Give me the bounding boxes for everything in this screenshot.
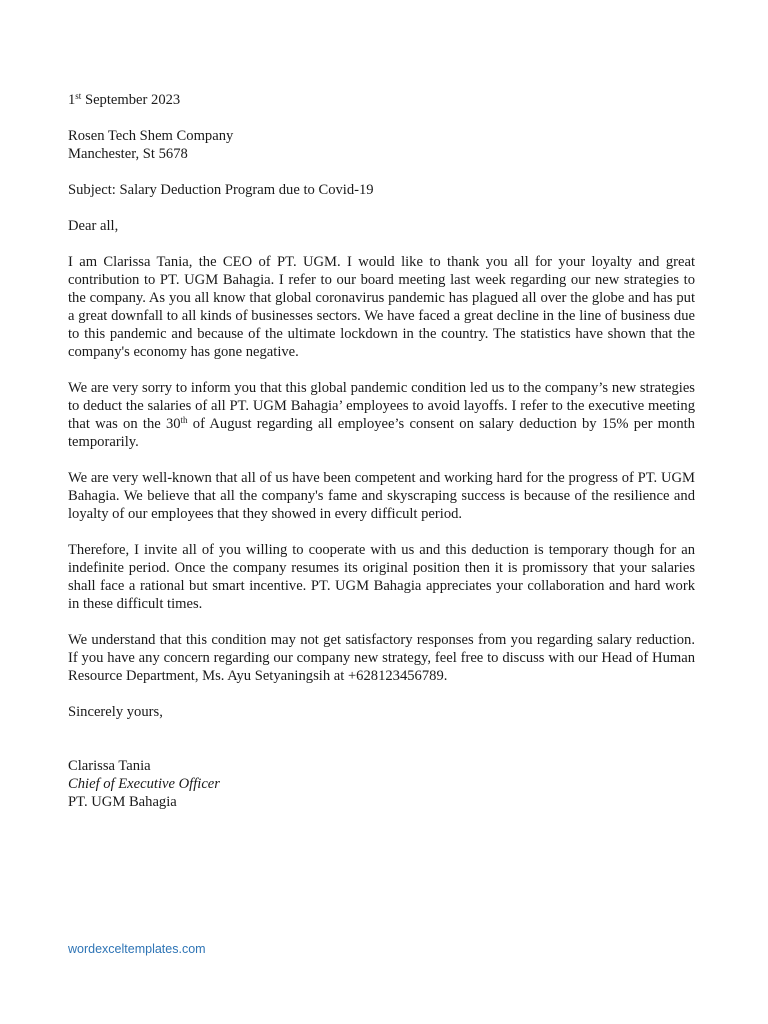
paragraph-deduction: We are very sorry to inform you that this global pandemic condition led us to the company’s new strategies to deduct the salaries of all PT. UGM Bahagia’ employees to avoid layoffs. I refer to the executive meeting that was on the 30th of August regarding all employee’s consent on salary deduction by 15% per month temporarily. — [68, 380, 695, 450]
signer-name: Clarissa Tania — [68, 758, 151, 774]
signature-block — [68, 757, 695, 811]
subject-line: Subject: Salary Deduction Program due to Covid-19 — [68, 182, 374, 198]
letter-body — [68, 91, 695, 829]
recipient-address: Manchester, St 5678 — [68, 146, 188, 162]
paragraph-appreciation: We are very well-known that all of us have been competent and working hard for the progress of PT. UGM Bahagia. We believe that all the company's fame and skyscraping success is because of the resilience and loyalty of our employees that they showed in every difficult period. — [68, 470, 695, 522]
signer-company: PT. UGM Bahagia — [68, 794, 177, 810]
closing: Sincerely yours, — [68, 704, 163, 720]
recipient-block — [68, 127, 695, 163]
letter-date: 1st September 2023 — [68, 91, 181, 108]
salutation: Dear all, — [68, 218, 119, 234]
signer-title: Chief of Executive Officer — [68, 776, 220, 792]
paragraph-cooperation: Therefore, I invite all of you willing to cooperate with us and this deduction is temporary though for an indefinite period. Once the company resumes its original position then it is promissory that your salaries shall face a rational but smart incentive. PT. UGM Bahagia appreciates your collaboration and hard work in these difficult times. — [68, 542, 695, 612]
recipient-company: Rosen Tech Shem Company — [68, 128, 234, 144]
paragraph-intro: I am Clarissa Tania, the CEO of PT. UGM. I would like to thank you all for your loyalty and great contribution to PT. UGM Bahagia. I refer to our board meeting last week regarding our new strategies to the company. As you all know that global coronavirus pandemic has plagued all over the globe and has put a great downfall to all kinds of businesses sectors. We have faced a great decline in the line of business due to this pandemic and because of the ultimate lockdown in the country. The statistics have shown that the company's economy has gone negative. — [68, 254, 695, 360]
footer-website-link[interactable]: wordexceltemplates.com — [68, 942, 206, 956]
paragraph-contact: We understand that this condition may not get satisfactory responses from you regarding salary reduction. If you have any concern regarding our company new strategy, feel free to discuss with our Head of Human Resource Department, Ms. Ayu Setyaningsih at +628123456789. — [68, 632, 695, 684]
